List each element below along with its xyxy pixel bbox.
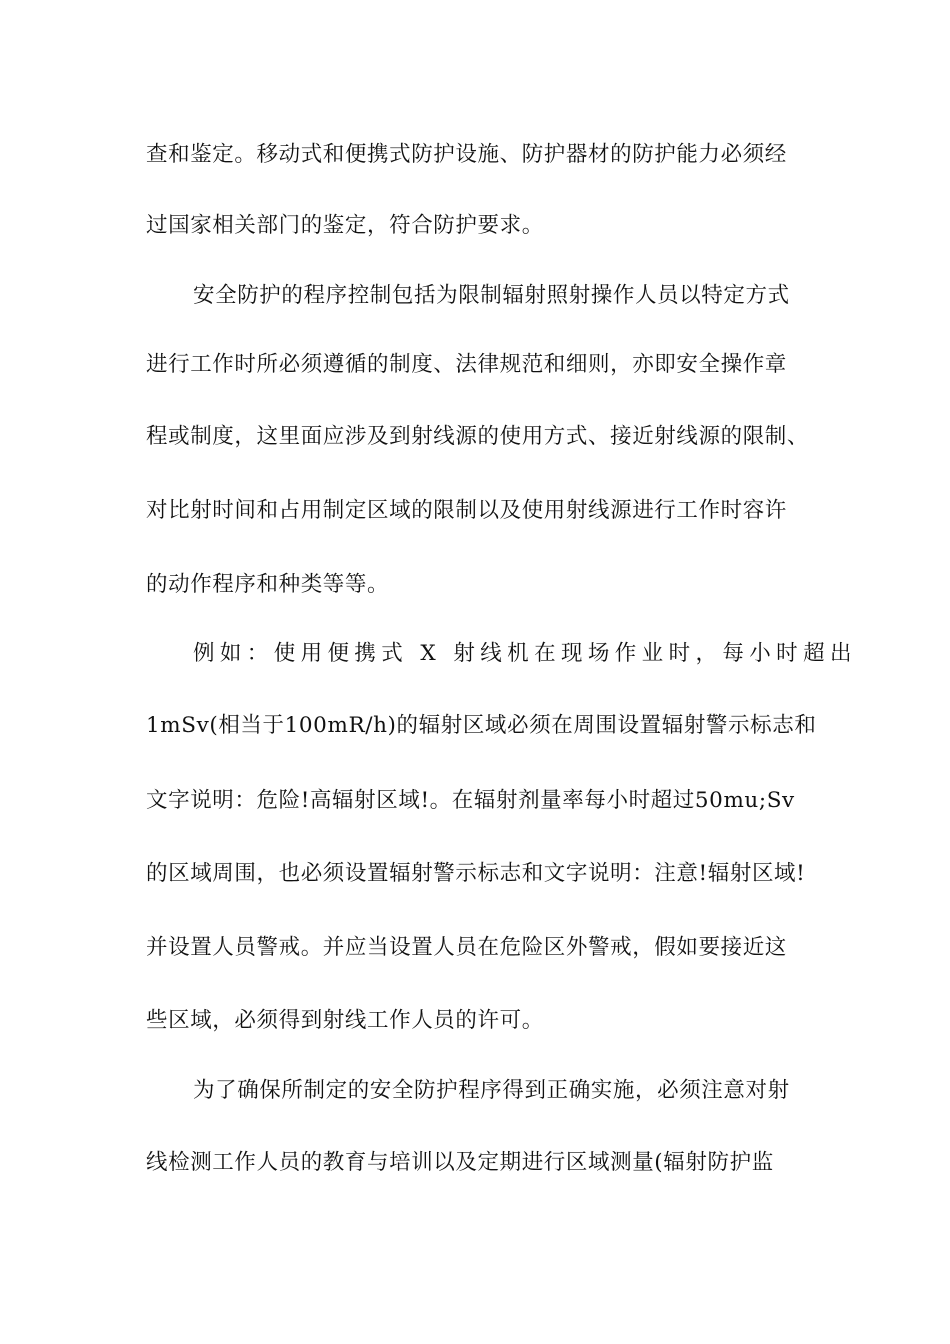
text-line: 并设置人员警戒。并应当设置人员在危险区外警戒，假如要接近这 — [146, 935, 787, 960]
text-line: 对比射时间和占用制定区域的限制以及使用射线源进行工作时容许 — [146, 498, 787, 523]
paragraph-start-line: 安全防护的程序控制包括为限制辐射照射操作人员以特定方式 — [193, 283, 790, 308]
text-line: 线检测工作人员的教育与培训以及定期进行区域测量(辐射防护监 — [146, 1150, 774, 1175]
text-line: 文字说明：危险!高辐射区域!。在辐射剂量率每小时超过50mu;Sv — [146, 788, 795, 813]
text-line: 进行工作时所必须遵循的制度、法律规范和细则，亦即安全操作章 — [146, 352, 787, 377]
text-line: 过国家相关部门的鉴定，符合防护要求。 — [146, 213, 544, 238]
text-line: 程或制度，这里面应涉及到射线源的使用方式、接近射线源的限制、 — [146, 424, 810, 449]
text-line: 些区域，必须得到射线工作人员的许可。 — [146, 1008, 544, 1033]
text-line: 查和鉴定。移动式和便携式防护设施、防护器材的防护能力必须经 — [146, 142, 787, 167]
text-line: 的动作程序和种类等等。 — [146, 572, 390, 597]
text-line: 的区域周围，也必须设置辐射警示标志和文字说明：注意!辐射区域! — [146, 861, 806, 886]
paragraph-start-line: 为了确保所制定的安全防护程序得到正确实施，必须注意对射 — [193, 1078, 790, 1103]
paragraph-start-line: 例如：使用便携式 X 射线机在现场作业时，每小时超出 — [193, 641, 857, 666]
text-line: 1mSv(相当于100mR/h)的辐射区域必须在周围设置辐射警示标志和 — [146, 713, 817, 738]
